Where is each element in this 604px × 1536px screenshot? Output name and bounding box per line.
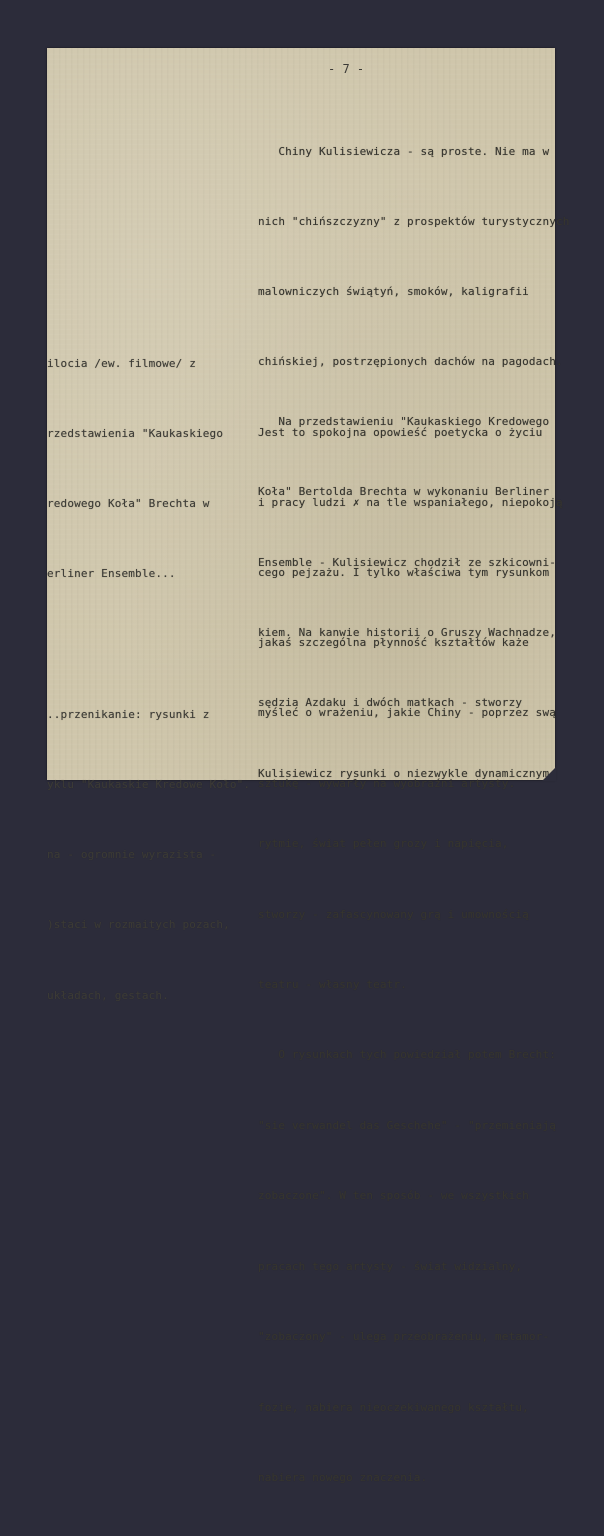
text-line: sędzia Azdaku i dwóch matkach - stworzy [258, 696, 523, 710]
text-line: Koła" Bertolda Brechta w wykonaniu Berliner [258, 485, 550, 499]
text-line: i pracy ludzi ✗ na tle wspaniałego, niepokoją [258, 495, 563, 509]
text-line: Chiny Kulisiewicza - są proste. Nie ma w [258, 144, 550, 158]
note-line: układach, gestach. [47, 988, 169, 1002]
text-line: myśleć o wrażeniu, jakie Chiny - poprzez swą [258, 706, 556, 720]
note-line: redowego Koła" Brechta w [47, 497, 210, 511]
typewritten-page [47, 48, 570, 1484]
text-line: nich "chińszczyzny" z prospektów turystycznych [258, 215, 570, 229]
note-line [47, 633, 250, 656]
text-line: zobaczone". W ten sposób - we wszystkich [258, 1189, 529, 1203]
text-line: Na przedstawieniu "Kaukaskiego Kredowego [258, 414, 550, 428]
text-line: O rysunkach tych powiedział potem Brecht: [258, 1048, 556, 1062]
text-line: rytmie, świat pełen grozy i napięcia, [258, 837, 509, 851]
text-line: sztukę - wywarły na wyobraźni artysty. [258, 776, 516, 790]
note-line: )staci w rozmaitych pozach, [47, 918, 230, 932]
note-line: ..przenikanie: rysunki z [47, 707, 210, 721]
text-line: "sie verwandel das Geschehe" - "przemieniają [258, 1118, 556, 1132]
text-line: stworzy - zafascynowany grą i umownością [258, 907, 529, 921]
text-line: jakaś szczególna płynność kształtów każe [258, 636, 529, 650]
note-line: na - ogromnie wyrazista - [47, 848, 217, 862]
note-line: erliner Ensemble... [47, 567, 176, 581]
text-line: fozie, nabiera nieoczekiwanego kształtu, [258, 1400, 529, 1414]
text-line: kiem. Na kanwie historii o Gruszy Wachnadze, [258, 626, 556, 640]
text-line: malowniczych świątyń, smoków, kaligrafii [258, 285, 529, 299]
text-line: Jest to spokojna opowieść poetycka o życiu [258, 425, 543, 439]
text-line: Kulisiewicz rysunki o niezwykle dynamicznym [258, 766, 550, 780]
note-line: ilocia /ew. filmowe/ z [47, 356, 196, 370]
text-line: "zobaczony" - ulega przeobrażeniu, metamor- [258, 1330, 550, 1344]
text-line: teatru - własny teatr. [258, 978, 407, 992]
page-number: - 7 - [328, 62, 365, 76]
left-margin-notes [47, 305, 250, 1054]
text-line: chińskiej, postrzępionych dachów na pagodach. [258, 355, 563, 369]
paragraph-brecht [258, 363, 556, 1536]
text-line: pracach tego artysty - świat widzialny, [258, 1259, 523, 1273]
text-line: cego pejzażu. I tylko właściwa tym rysunkom [258, 566, 550, 580]
text-line: nabiera nowego znaczenia. [258, 1470, 428, 1484]
note-line: yklu "Kaukaskie Kredowe Koło". [47, 778, 251, 792]
note-line: rzedstawienia "Kaukaskiego [47, 427, 224, 441]
text-line: Ensemble - Kulisiewicz chodził ze szkicowni- [258, 555, 556, 569]
